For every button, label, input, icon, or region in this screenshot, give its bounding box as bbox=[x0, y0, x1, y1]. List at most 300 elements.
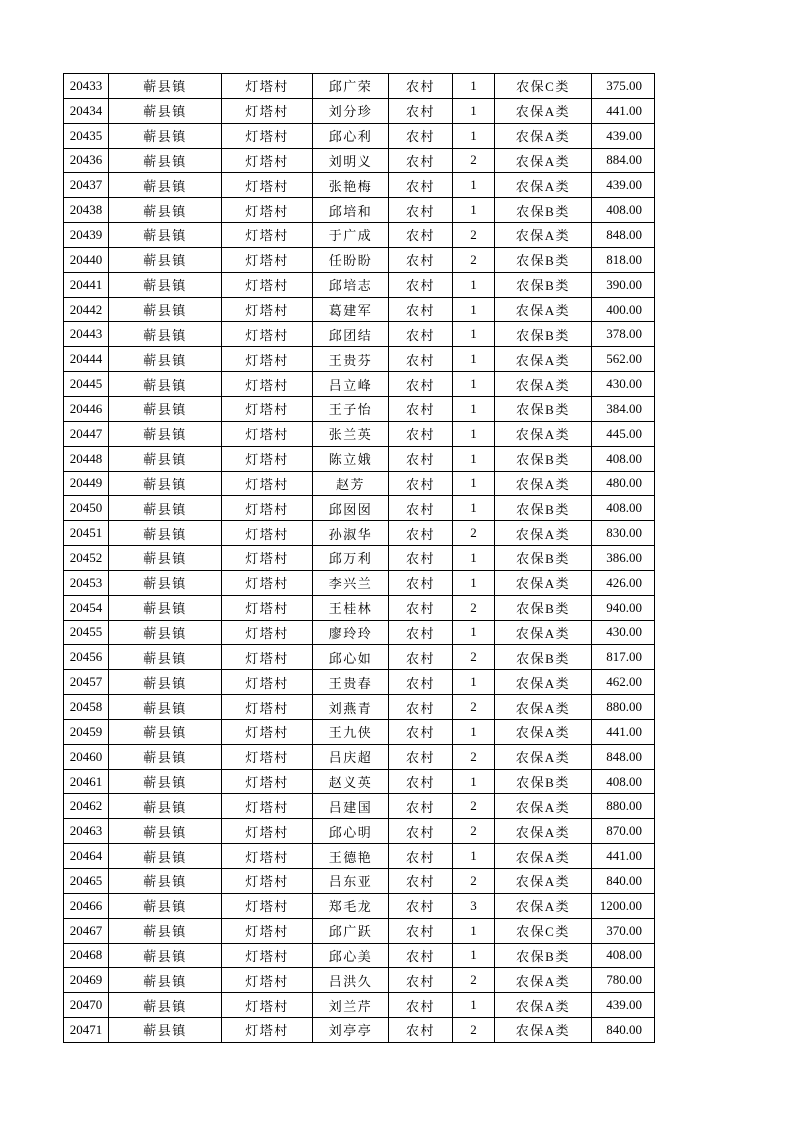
cell-insurance-category: 农保A类 bbox=[495, 347, 592, 372]
cell-record-id: 20458 bbox=[64, 695, 109, 720]
cell-town: 蕲县镇 bbox=[109, 396, 222, 421]
cell-record-id: 20455 bbox=[64, 620, 109, 645]
cell-record-id: 20445 bbox=[64, 372, 109, 397]
cell-town: 蕲县镇 bbox=[109, 695, 222, 720]
cell-household-type: 农村 bbox=[389, 322, 453, 347]
cell-record-id: 20469 bbox=[64, 968, 109, 993]
cell-village: 灯塔村 bbox=[222, 396, 313, 421]
cell-town: 蕲县镇 bbox=[109, 918, 222, 943]
table-row bbox=[64, 247, 655, 272]
cell-person-count: 1 bbox=[453, 570, 495, 595]
cell-household-type: 农村 bbox=[389, 272, 453, 297]
cell-town: 蕲县镇 bbox=[109, 769, 222, 794]
cell-amount: 880.00 bbox=[592, 695, 655, 720]
cell-insurance-category: 农保A类 bbox=[495, 844, 592, 869]
cell-household-type: 农村 bbox=[389, 198, 453, 223]
cell-insurance-category: 农保B类 bbox=[495, 247, 592, 272]
cell-household-type: 农村 bbox=[389, 719, 453, 744]
cell-household-type: 农村 bbox=[389, 521, 453, 546]
cell-person-name: 王桂林 bbox=[313, 595, 389, 620]
cell-village: 灯塔村 bbox=[222, 719, 313, 744]
cell-amount: 880.00 bbox=[592, 794, 655, 819]
cell-household-type: 农村 bbox=[389, 844, 453, 869]
cell-amount: 375.00 bbox=[592, 74, 655, 99]
table-row bbox=[64, 968, 655, 993]
cell-person-count: 1 bbox=[453, 322, 495, 347]
cell-person-name: 王德艳 bbox=[313, 844, 389, 869]
cell-insurance-category: 农保A类 bbox=[495, 173, 592, 198]
cell-insurance-category: 农保B类 bbox=[495, 446, 592, 471]
cell-insurance-category: 农保B类 bbox=[495, 943, 592, 968]
cell-village: 灯塔村 bbox=[222, 521, 313, 546]
table-row bbox=[64, 198, 655, 223]
cell-insurance-category: 农保A类 bbox=[495, 869, 592, 894]
cell-amount: 848.00 bbox=[592, 744, 655, 769]
cell-record-id: 20467 bbox=[64, 918, 109, 943]
cell-person-name: 廖玲玲 bbox=[313, 620, 389, 645]
cell-town: 蕲县镇 bbox=[109, 744, 222, 769]
cell-record-id: 20454 bbox=[64, 595, 109, 620]
cell-insurance-category: 农保A类 bbox=[495, 570, 592, 595]
cell-amount: 439.00 bbox=[592, 993, 655, 1018]
table-row bbox=[64, 719, 655, 744]
cell-person-count: 1 bbox=[453, 74, 495, 99]
cell-person-count: 1 bbox=[453, 993, 495, 1018]
cell-person-name: 张艳梅 bbox=[313, 173, 389, 198]
cell-person-count: 3 bbox=[453, 893, 495, 918]
cell-household-type: 农村 bbox=[389, 446, 453, 471]
cell-amount: 1200.00 bbox=[592, 893, 655, 918]
cell-household-type: 农村 bbox=[389, 769, 453, 794]
cell-village: 灯塔村 bbox=[222, 993, 313, 1018]
cell-amount: 408.00 bbox=[592, 943, 655, 968]
cell-person-count: 2 bbox=[453, 794, 495, 819]
cell-amount: 818.00 bbox=[592, 247, 655, 272]
cell-person-name: 张兰英 bbox=[313, 421, 389, 446]
cell-household-type: 农村 bbox=[389, 869, 453, 894]
table-row bbox=[64, 223, 655, 248]
cell-town: 蕲县镇 bbox=[109, 74, 222, 99]
cell-town: 蕲县镇 bbox=[109, 521, 222, 546]
cell-record-id: 20434 bbox=[64, 98, 109, 123]
cell-person-name: 吕建国 bbox=[313, 794, 389, 819]
cell-person-name: 王贵芬 bbox=[313, 347, 389, 372]
cell-person-count: 1 bbox=[453, 943, 495, 968]
cell-person-count: 2 bbox=[453, 819, 495, 844]
cell-record-id: 20437 bbox=[64, 173, 109, 198]
cell-village: 灯塔村 bbox=[222, 272, 313, 297]
cell-amount: 870.00 bbox=[592, 819, 655, 844]
cell-amount: 408.00 bbox=[592, 198, 655, 223]
cell-amount: 400.00 bbox=[592, 297, 655, 322]
cell-person-name: 吕立峰 bbox=[313, 372, 389, 397]
cell-amount: 370.00 bbox=[592, 918, 655, 943]
cell-insurance-category: 农保A类 bbox=[495, 471, 592, 496]
cell-household-type: 农村 bbox=[389, 471, 453, 496]
cell-village: 灯塔村 bbox=[222, 620, 313, 645]
table-row bbox=[64, 173, 655, 198]
cell-village: 灯塔村 bbox=[222, 347, 313, 372]
table-row bbox=[64, 421, 655, 446]
cell-person-name: 邱心明 bbox=[313, 819, 389, 844]
table-row bbox=[64, 893, 655, 918]
cell-amount: 390.00 bbox=[592, 272, 655, 297]
cell-insurance-category: 农保A类 bbox=[495, 670, 592, 695]
cell-record-id: 20439 bbox=[64, 223, 109, 248]
cell-person-count: 1 bbox=[453, 844, 495, 869]
table-row bbox=[64, 322, 655, 347]
table-row bbox=[64, 595, 655, 620]
cell-insurance-category: 农保A类 bbox=[495, 98, 592, 123]
table-row bbox=[64, 1018, 655, 1043]
cell-household-type: 农村 bbox=[389, 223, 453, 248]
cell-household-type: 农村 bbox=[389, 794, 453, 819]
cell-amount: 940.00 bbox=[592, 595, 655, 620]
cell-amount: 408.00 bbox=[592, 769, 655, 794]
cell-amount: 384.00 bbox=[592, 396, 655, 421]
cell-amount: 386.00 bbox=[592, 546, 655, 571]
cell-village: 灯塔村 bbox=[222, 98, 313, 123]
table-row bbox=[64, 670, 655, 695]
cell-insurance-category: 农保A类 bbox=[495, 421, 592, 446]
cell-person-count: 1 bbox=[453, 918, 495, 943]
cell-insurance-category: 农保C类 bbox=[495, 918, 592, 943]
cell-town: 蕲县镇 bbox=[109, 570, 222, 595]
cell-village: 灯塔村 bbox=[222, 695, 313, 720]
cell-person-name: 陈立娥 bbox=[313, 446, 389, 471]
table-row bbox=[64, 123, 655, 148]
cell-town: 蕲县镇 bbox=[109, 148, 222, 173]
cell-amount: 430.00 bbox=[592, 620, 655, 645]
table-row bbox=[64, 695, 655, 720]
cell-village: 灯塔村 bbox=[222, 794, 313, 819]
cell-record-id: 20468 bbox=[64, 943, 109, 968]
cell-town: 蕲县镇 bbox=[109, 893, 222, 918]
cell-amount: 430.00 bbox=[592, 372, 655, 397]
cell-village: 灯塔村 bbox=[222, 968, 313, 993]
cell-record-id: 20447 bbox=[64, 421, 109, 446]
table-row bbox=[64, 620, 655, 645]
cell-person-count: 1 bbox=[453, 620, 495, 645]
cell-person-name: 王贵春 bbox=[313, 670, 389, 695]
cell-person-name: 邱囡囡 bbox=[313, 496, 389, 521]
cell-person-count: 2 bbox=[453, 223, 495, 248]
table-row bbox=[64, 943, 655, 968]
cell-record-id: 20453 bbox=[64, 570, 109, 595]
cell-record-id: 20442 bbox=[64, 297, 109, 322]
cell-town: 蕲县镇 bbox=[109, 1018, 222, 1043]
cell-record-id: 20457 bbox=[64, 670, 109, 695]
cell-village: 灯塔村 bbox=[222, 744, 313, 769]
cell-record-id: 20452 bbox=[64, 546, 109, 571]
table-row bbox=[64, 148, 655, 173]
cell-amount: 426.00 bbox=[592, 570, 655, 595]
cell-town: 蕲县镇 bbox=[109, 546, 222, 571]
cell-insurance-category: 农保A类 bbox=[495, 744, 592, 769]
cell-town: 蕲县镇 bbox=[109, 322, 222, 347]
cell-person-count: 1 bbox=[453, 769, 495, 794]
table-row bbox=[64, 645, 655, 670]
cell-person-name: 吕洪久 bbox=[313, 968, 389, 993]
cell-person-count: 2 bbox=[453, 869, 495, 894]
cell-amount: 462.00 bbox=[592, 670, 655, 695]
cell-village: 灯塔村 bbox=[222, 496, 313, 521]
cell-insurance-category: 农保B类 bbox=[495, 198, 592, 223]
cell-person-name: 王九侠 bbox=[313, 719, 389, 744]
cell-person-name: 邱培志 bbox=[313, 272, 389, 297]
cell-household-type: 农村 bbox=[389, 695, 453, 720]
cell-insurance-category: 农保A类 bbox=[495, 148, 592, 173]
cell-town: 蕲县镇 bbox=[109, 844, 222, 869]
cell-person-count: 2 bbox=[453, 968, 495, 993]
cell-village: 灯塔村 bbox=[222, 570, 313, 595]
cell-person-name: 邱心如 bbox=[313, 645, 389, 670]
cell-person-count: 1 bbox=[453, 496, 495, 521]
cell-record-id: 20462 bbox=[64, 794, 109, 819]
cell-amount: 830.00 bbox=[592, 521, 655, 546]
cell-person-name: 刘分珍 bbox=[313, 98, 389, 123]
cell-insurance-category: 农保A类 bbox=[495, 893, 592, 918]
cell-record-id: 20440 bbox=[64, 247, 109, 272]
cell-village: 灯塔村 bbox=[222, 670, 313, 695]
cell-person-name: 王子怡 bbox=[313, 396, 389, 421]
cell-village: 灯塔村 bbox=[222, 74, 313, 99]
cell-village: 灯塔村 bbox=[222, 372, 313, 397]
cell-village: 灯塔村 bbox=[222, 918, 313, 943]
cell-household-type: 农村 bbox=[389, 918, 453, 943]
cell-village: 灯塔村 bbox=[222, 148, 313, 173]
cell-amount: 840.00 bbox=[592, 869, 655, 894]
cell-insurance-category: 农保A类 bbox=[495, 297, 592, 322]
cell-village: 灯塔村 bbox=[222, 322, 313, 347]
cell-insurance-category: 农保A类 bbox=[495, 819, 592, 844]
cell-person-name: 吕东亚 bbox=[313, 869, 389, 894]
cell-town: 蕲县镇 bbox=[109, 173, 222, 198]
cell-household-type: 农村 bbox=[389, 670, 453, 695]
cell-town: 蕲县镇 bbox=[109, 496, 222, 521]
cell-town: 蕲县镇 bbox=[109, 719, 222, 744]
cell-record-id: 20438 bbox=[64, 198, 109, 223]
cell-amount: 408.00 bbox=[592, 446, 655, 471]
cell-record-id: 20460 bbox=[64, 744, 109, 769]
cell-record-id: 20448 bbox=[64, 446, 109, 471]
cell-household-type: 农村 bbox=[389, 744, 453, 769]
cell-person-count: 2 bbox=[453, 595, 495, 620]
cell-household-type: 农村 bbox=[389, 943, 453, 968]
cell-record-id: 20435 bbox=[64, 123, 109, 148]
benefit-table bbox=[63, 73, 655, 1043]
table-row bbox=[64, 496, 655, 521]
cell-amount: 445.00 bbox=[592, 421, 655, 446]
cell-person-name: 邱广荣 bbox=[313, 74, 389, 99]
cell-person-count: 2 bbox=[453, 1018, 495, 1043]
cell-town: 蕲县镇 bbox=[109, 620, 222, 645]
cell-record-id: 20459 bbox=[64, 719, 109, 744]
table-row bbox=[64, 819, 655, 844]
cell-amount: 817.00 bbox=[592, 645, 655, 670]
cell-town: 蕲县镇 bbox=[109, 869, 222, 894]
cell-household-type: 农村 bbox=[389, 347, 453, 372]
cell-insurance-category: 农保C类 bbox=[495, 74, 592, 99]
cell-person-count: 1 bbox=[453, 98, 495, 123]
cell-person-name: 刘明义 bbox=[313, 148, 389, 173]
cell-insurance-category: 农保B类 bbox=[495, 546, 592, 571]
cell-amount: 848.00 bbox=[592, 223, 655, 248]
cell-amount: 441.00 bbox=[592, 844, 655, 869]
cell-record-id: 20433 bbox=[64, 74, 109, 99]
cell-insurance-category: 农保B类 bbox=[495, 322, 592, 347]
cell-town: 蕲县镇 bbox=[109, 297, 222, 322]
cell-town: 蕲县镇 bbox=[109, 968, 222, 993]
cell-household-type: 农村 bbox=[389, 1018, 453, 1043]
cell-insurance-category: 农保B类 bbox=[495, 272, 592, 297]
cell-household-type: 农村 bbox=[389, 297, 453, 322]
cell-amount: 408.00 bbox=[592, 496, 655, 521]
cell-town: 蕲县镇 bbox=[109, 595, 222, 620]
cell-household-type: 农村 bbox=[389, 496, 453, 521]
cell-record-id: 20450 bbox=[64, 496, 109, 521]
cell-amount: 840.00 bbox=[592, 1018, 655, 1043]
cell-household-type: 农村 bbox=[389, 98, 453, 123]
cell-record-id: 20444 bbox=[64, 347, 109, 372]
cell-household-type: 农村 bbox=[389, 148, 453, 173]
cell-household-type: 农村 bbox=[389, 993, 453, 1018]
cell-person-count: 1 bbox=[453, 396, 495, 421]
cell-town: 蕲县镇 bbox=[109, 123, 222, 148]
table-row bbox=[64, 396, 655, 421]
cell-person-name: 邱培和 bbox=[313, 198, 389, 223]
table-row bbox=[64, 74, 655, 99]
cell-person-name: 邱团结 bbox=[313, 322, 389, 347]
cell-amount: 562.00 bbox=[592, 347, 655, 372]
cell-insurance-category: 农保A类 bbox=[495, 695, 592, 720]
cell-person-count: 1 bbox=[453, 719, 495, 744]
cell-person-name: 刘燕青 bbox=[313, 695, 389, 720]
cell-record-id: 20465 bbox=[64, 869, 109, 894]
cell-amount: 884.00 bbox=[592, 148, 655, 173]
cell-town: 蕲县镇 bbox=[109, 223, 222, 248]
table-row bbox=[64, 570, 655, 595]
cell-household-type: 农村 bbox=[389, 893, 453, 918]
table-row bbox=[64, 546, 655, 571]
cell-record-id: 20451 bbox=[64, 521, 109, 546]
cell-village: 灯塔村 bbox=[222, 645, 313, 670]
cell-person-count: 2 bbox=[453, 695, 495, 720]
cell-record-id: 20466 bbox=[64, 893, 109, 918]
cell-village: 灯塔村 bbox=[222, 471, 313, 496]
cell-town: 蕲县镇 bbox=[109, 471, 222, 496]
table-row bbox=[64, 744, 655, 769]
table-row bbox=[64, 521, 655, 546]
cell-household-type: 农村 bbox=[389, 247, 453, 272]
cell-person-name: 赵芳 bbox=[313, 471, 389, 496]
cell-village: 灯塔村 bbox=[222, 893, 313, 918]
cell-person-count: 2 bbox=[453, 744, 495, 769]
cell-person-name: 于广成 bbox=[313, 223, 389, 248]
cell-person-name: 葛建军 bbox=[313, 297, 389, 322]
cell-amount: 480.00 bbox=[592, 471, 655, 496]
cell-insurance-category: 农保B类 bbox=[495, 595, 592, 620]
cell-village: 灯塔村 bbox=[222, 595, 313, 620]
cell-town: 蕲县镇 bbox=[109, 446, 222, 471]
cell-record-id: 20461 bbox=[64, 769, 109, 794]
table-row bbox=[64, 372, 655, 397]
cell-household-type: 农村 bbox=[389, 372, 453, 397]
cell-village: 灯塔村 bbox=[222, 223, 313, 248]
cell-person-name: 任盼盼 bbox=[313, 247, 389, 272]
cell-village: 灯塔村 bbox=[222, 173, 313, 198]
cell-village: 灯塔村 bbox=[222, 869, 313, 894]
cell-household-type: 农村 bbox=[389, 421, 453, 446]
cell-town: 蕲县镇 bbox=[109, 421, 222, 446]
table-row bbox=[64, 272, 655, 297]
cell-record-id: 20441 bbox=[64, 272, 109, 297]
cell-amount: 441.00 bbox=[592, 98, 655, 123]
cell-town: 蕲县镇 bbox=[109, 993, 222, 1018]
cell-village: 灯塔村 bbox=[222, 769, 313, 794]
cell-village: 灯塔村 bbox=[222, 446, 313, 471]
table-row bbox=[64, 993, 655, 1018]
cell-person-name: 郑毛龙 bbox=[313, 893, 389, 918]
cell-person-name: 邱心美 bbox=[313, 943, 389, 968]
table-body bbox=[64, 74, 655, 1043]
cell-record-id: 20470 bbox=[64, 993, 109, 1018]
cell-insurance-category: 农保A类 bbox=[495, 521, 592, 546]
cell-person-name: 李兴兰 bbox=[313, 570, 389, 595]
cell-person-name: 邱广跃 bbox=[313, 918, 389, 943]
cell-town: 蕲县镇 bbox=[109, 670, 222, 695]
cell-insurance-category: 农保A类 bbox=[495, 968, 592, 993]
cell-person-count: 1 bbox=[453, 198, 495, 223]
cell-person-count: 2 bbox=[453, 645, 495, 670]
table-row bbox=[64, 869, 655, 894]
cell-record-id: 20463 bbox=[64, 819, 109, 844]
cell-town: 蕲县镇 bbox=[109, 198, 222, 223]
cell-person-count: 2 bbox=[453, 521, 495, 546]
cell-village: 灯塔村 bbox=[222, 943, 313, 968]
cell-insurance-category: 农保A类 bbox=[495, 993, 592, 1018]
cell-record-id: 20456 bbox=[64, 645, 109, 670]
cell-person-count: 1 bbox=[453, 123, 495, 148]
cell-insurance-category: 农保A类 bbox=[495, 123, 592, 148]
table-row bbox=[64, 471, 655, 496]
cell-record-id: 20449 bbox=[64, 471, 109, 496]
cell-person-count: 1 bbox=[453, 297, 495, 322]
cell-insurance-category: 农保A类 bbox=[495, 372, 592, 397]
cell-record-id: 20443 bbox=[64, 322, 109, 347]
cell-insurance-category: 农保B类 bbox=[495, 496, 592, 521]
cell-insurance-category: 农保A类 bbox=[495, 719, 592, 744]
table-row bbox=[64, 769, 655, 794]
cell-village: 灯塔村 bbox=[222, 546, 313, 571]
table-row bbox=[64, 918, 655, 943]
cell-record-id: 20446 bbox=[64, 396, 109, 421]
cell-village: 灯塔村 bbox=[222, 297, 313, 322]
cell-household-type: 农村 bbox=[389, 819, 453, 844]
cell-person-count: 2 bbox=[453, 247, 495, 272]
cell-person-count: 1 bbox=[453, 446, 495, 471]
cell-record-id: 20471 bbox=[64, 1018, 109, 1043]
cell-town: 蕲县镇 bbox=[109, 98, 222, 123]
cell-town: 蕲县镇 bbox=[109, 819, 222, 844]
cell-record-id: 20436 bbox=[64, 148, 109, 173]
cell-town: 蕲县镇 bbox=[109, 645, 222, 670]
cell-insurance-category: 农保A类 bbox=[495, 620, 592, 645]
cell-town: 蕲县镇 bbox=[109, 943, 222, 968]
cell-amount: 439.00 bbox=[592, 173, 655, 198]
table-row bbox=[64, 297, 655, 322]
cell-village: 灯塔村 bbox=[222, 247, 313, 272]
